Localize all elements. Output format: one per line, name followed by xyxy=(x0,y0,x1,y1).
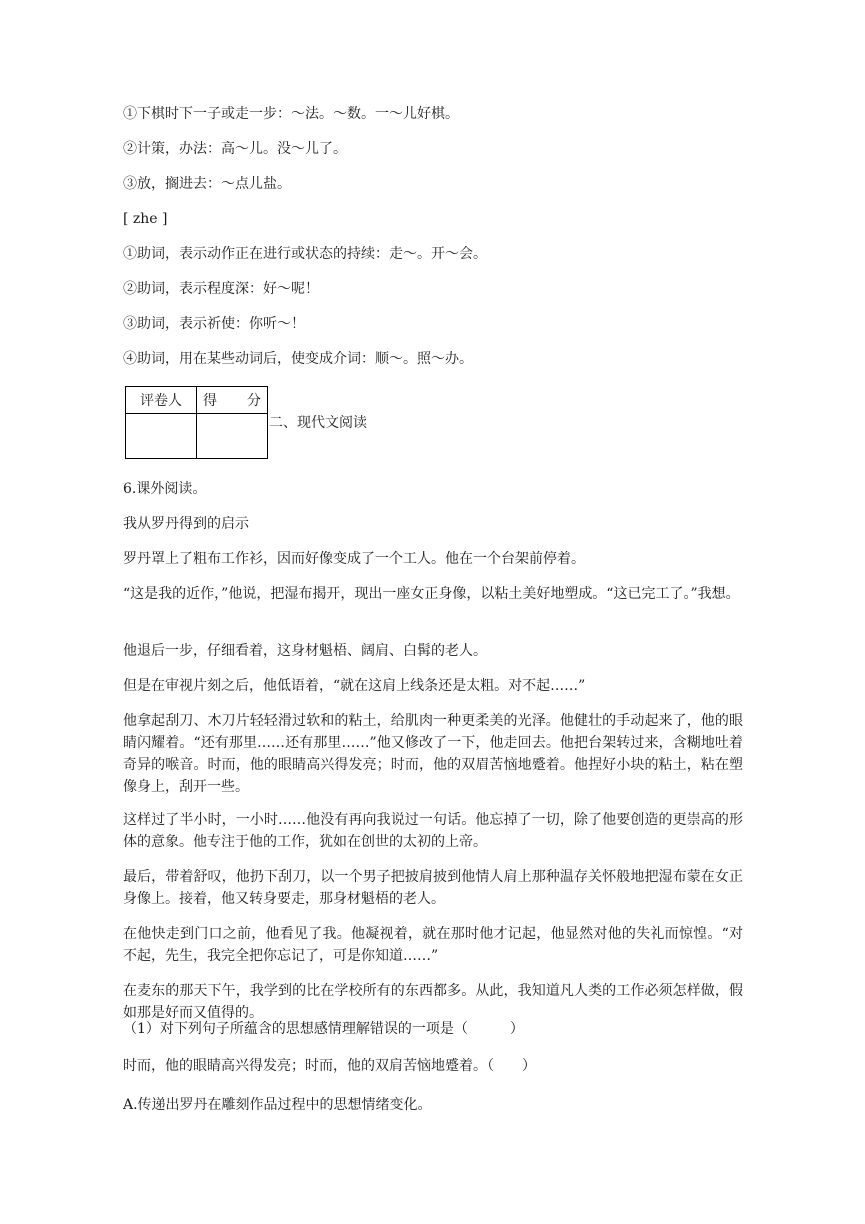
score-header-char-1: 得 xyxy=(203,393,217,409)
article-title: 我从罗丹得到的启示 xyxy=(123,516,249,532)
article-paragraph: 这样过了半小时，一小时……他没有再向我说过一句话。他忘掉了一切，除了他要创造的更崇高的形体的意象。他专注于他的工作，犹如在创世的太初的上帝。 xyxy=(123,812,743,850)
article-paragraph: 罗丹罩上了粗布工作衫，因而好像变成了一个工人。他在一个台架前停着。 xyxy=(123,551,585,567)
definition-zhe-2: ②助词，表示程度深：好～呢！ xyxy=(123,281,319,297)
score-table-score-cell[interactable] xyxy=(197,414,268,459)
score-table-score-header xyxy=(197,387,268,414)
article-paragraph: 他退后一步，仔细看着，这身材魁梧、阔肩、白髯的老人。 xyxy=(123,643,487,659)
definition-zhe-1: ①助词，表示动作正在进行或状态的持续：走～。开～会。 xyxy=(123,246,487,262)
score-table xyxy=(125,386,268,459)
article-paragraph: 但是在审视片刻之后，他低语着，“就在这肩上线条还是太粗。对不起……” xyxy=(123,678,586,694)
article-paragraph: 最后，带着舒叹，他扔下刮刀，以一个男子把披肩披到他情人肩上那种温存关怀般地把湿布蒙在女正身像上。接着，他又转身要走，那身材魁梧的老人。 xyxy=(123,869,743,907)
definition-zhao-3: ③放，搁进去：～点儿盐。 xyxy=(123,176,291,192)
score-table-reviewer-header: 评卷人 xyxy=(126,387,197,414)
question-label: 6.课外阅读。 xyxy=(123,481,207,497)
definition-zhe-4: ④助词，用在某些动词后，使变成介词：顺～。照～办。 xyxy=(123,351,473,367)
option-a[interactable]: A.传递出罗丹在雕刻作品过程中的思想情绪变化。 xyxy=(123,1097,432,1113)
article-paragraph: 他拿起刮刀、木刀片轻轻滑过软和的粘土，给肌肉一种更柔美的光泽。他健壮的手动起来了，他的眼睛闪耀着。“还有那里……还有那里……”他又修改了一下，他走回去。他把台架转过来，含糊地吐着奇异的喉音。时而，他的眼睛高兴得发亮；时而，他的双眉苦恼地蹙着。他捏好小块的粘土，粘在塑像身上，刮开一些。 xyxy=(123,713,743,795)
article-paragraph: 在他快走到门口之前，他看见了我。他凝视着，就在那时他才记起，他显然对他的失礼而惊惶。“对不起，先生，我完全把你忘记了，可是你知道……” xyxy=(123,926,743,964)
article-paragraph: 在麦东的那天下午，我学到的比在学校所有的东西都多。从此，我知道凡人类的工作必须怎样做，假如那是好而又值得的。 xyxy=(123,983,743,1021)
question-1: （1）对下列句子所蕴含的思想感情理解错误的一项是（ ） xyxy=(123,1021,524,1037)
article-paragraph: “这是我的近作，”他说，把湿布揭开，现出一座女正身像，以粘土美好地塑成。“这已完工了。”我想。 xyxy=(123,586,740,602)
section-title: 二、现代文阅读 xyxy=(269,415,367,431)
definition-zhao-2: ②计策，办法：高～儿。没～儿了。 xyxy=(123,141,347,157)
question-1-sentence: 时而，他的眼睛高兴得发亮；时而，他的双肩苦恼地蹙着。（ ） xyxy=(123,1058,536,1074)
definition-zhe-3: ③助词，表示祈使：你听～！ xyxy=(123,316,305,332)
definition-zhao-1: ①下棋时下一子或走一步：～法。～数。一～儿好棋。 xyxy=(123,106,459,122)
score-table-reviewer-cell[interactable] xyxy=(126,414,197,459)
score-header-char-2: 分 xyxy=(247,393,261,409)
pinyin-zhe: [ zhe ] xyxy=(123,211,168,227)
